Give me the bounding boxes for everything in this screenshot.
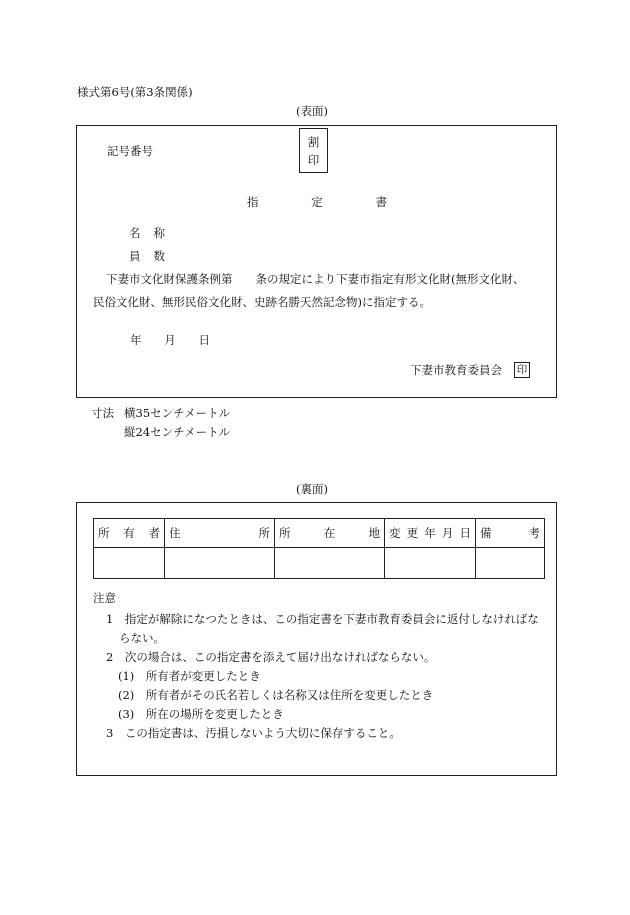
owner-cell (94, 548, 165, 579)
notes-heading: 注意 (93, 591, 116, 605)
header-char: 考 (528, 526, 540, 540)
form-header: 様式第6号(第3条関係) (77, 85, 193, 99)
header-char: 所 (279, 526, 291, 540)
table-row (94, 548, 545, 579)
header-char: 日 (459, 526, 471, 540)
note-1-line1: 1 指定が解除になつたときは、この指定書を下妻市教育委員会に返付しなければな (106, 612, 539, 626)
header-char: 変 (389, 526, 401, 540)
header-char: 所 (258, 526, 270, 540)
change-date-cell (385, 548, 476, 579)
header-address (165, 519, 275, 548)
year-label: 年 (130, 333, 142, 347)
name-label-char: 称 (153, 226, 165, 240)
header-char: 者 (148, 526, 160, 540)
count-label (129, 248, 165, 264)
header-char: 地 (368, 526, 380, 540)
header-char: 備 (480, 526, 492, 540)
header-owner (94, 519, 165, 548)
note-2-sub-3: (3) 所在の場所を変更したとき (118, 707, 284, 721)
header-char: 住 (169, 526, 181, 540)
header-char: 所 (98, 526, 110, 540)
note-2-sub-1: (1) 所有者が変更したとき (118, 669, 261, 683)
date-line (130, 332, 210, 348)
seal-char: 割 (307, 135, 320, 149)
dimensions-horizontal: 横35センチメートル (124, 406, 231, 420)
table-header-row (94, 519, 545, 548)
header-remarks (476, 519, 545, 548)
title-char: 定 (311, 195, 323, 209)
remarks-cell (476, 548, 545, 579)
dimensions-vertical: 縦24センチメートル (124, 425, 231, 439)
location-cell (275, 548, 385, 579)
note-2-sub-2: (2) 所有者がその氏名若しくは名称又は住所を変更したとき (118, 688, 434, 702)
name-label (129, 225, 165, 241)
front-side-label: (表面) (296, 104, 328, 118)
designation-text-line1: 下妻市文化財保護条例第 条の規定により下妻市指定有形文化財(無形文化財、 (106, 272, 525, 286)
note-1-line2: らない。 (119, 631, 165, 645)
count-label-char: 員 (129, 249, 141, 263)
issuer-stamp: 印 (514, 362, 530, 378)
seal-box (299, 128, 328, 173)
dimensions-label: 寸法 (91, 406, 114, 420)
record-number-label: 記号番号 (107, 144, 153, 158)
issuer-name: 下妻市教育委員会 (410, 363, 502, 377)
title-char: 書 (375, 195, 387, 209)
designation-text-line2: 民俗文化財、無形民俗文化財、史跡名勝天然記念物)に指定する。 (93, 295, 431, 309)
count-label-char: 数 (153, 249, 165, 263)
seal-char: 印 (307, 153, 320, 167)
title-char: 指 (247, 195, 259, 209)
back-side-label: (裏面) (296, 482, 328, 496)
address-cell (165, 548, 275, 579)
day-label: 日 (198, 333, 210, 347)
month-label: 月 (164, 333, 176, 347)
header-char: 有 (123, 526, 135, 540)
register-table (93, 518, 545, 579)
header-char: 年 (424, 526, 436, 540)
header-change-date (385, 519, 476, 548)
note-3: 3 この指定書は、汚損しないよう大切に保存すること。 (106, 726, 401, 740)
header-char: 更 (406, 526, 419, 540)
document-title (247, 194, 387, 210)
note-2: 2 次の場合は、この指定書を添えて届け出なければならない。 (106, 650, 436, 664)
header-char: 在 (323, 526, 336, 540)
name-label-char: 名 (129, 226, 141, 240)
header-location (275, 519, 385, 548)
header-char: 月 (441, 526, 454, 540)
